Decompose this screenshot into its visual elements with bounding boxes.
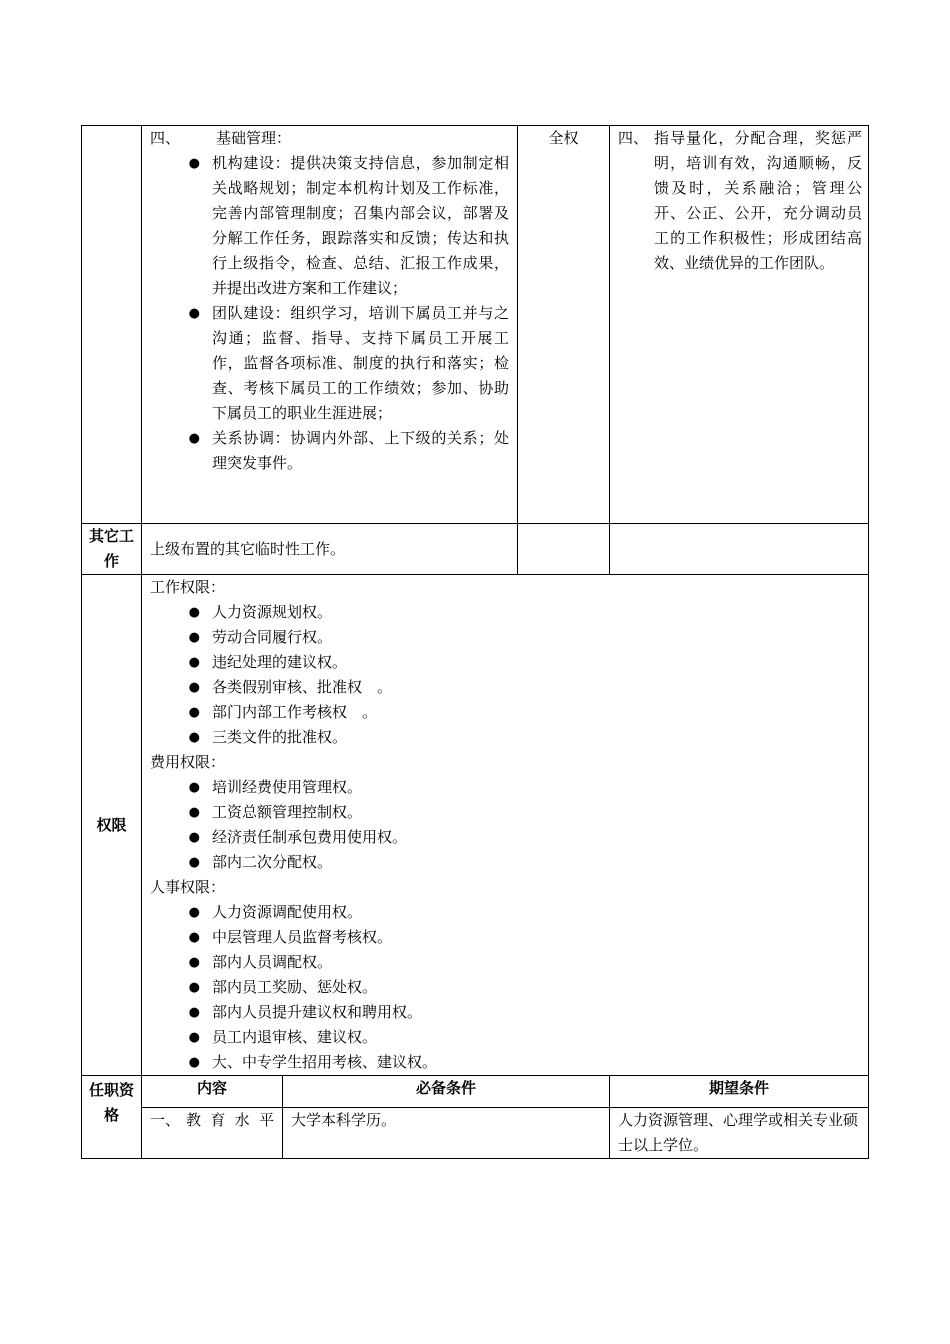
result-standard bbox=[618, 126, 862, 276]
row-label-empty bbox=[82, 126, 142, 524]
bullet-icon: ● bbox=[188, 680, 200, 695]
bullet-icon: ● bbox=[188, 805, 200, 820]
list-item bbox=[150, 1025, 860, 1050]
authority-group-cost bbox=[150, 750, 860, 875]
bullet-icon: ● bbox=[188, 730, 200, 745]
list-item-text: 部内二次分配权。 bbox=[212, 853, 333, 871]
list-item-text: 人力资源调配使用权。 bbox=[212, 903, 363, 921]
column-header-expected: 期望条件 bbox=[610, 1076, 869, 1108]
list-item bbox=[150, 650, 860, 675]
bullet-icon: ● bbox=[188, 955, 200, 970]
bullet-icon: ● bbox=[188, 605, 200, 620]
list-item bbox=[150, 775, 860, 800]
list-item bbox=[150, 301, 509, 426]
bullet-icon: ● bbox=[188, 855, 200, 870]
list-item bbox=[150, 900, 860, 925]
bullet-icon: ● bbox=[188, 1055, 200, 1070]
list-item bbox=[150, 950, 860, 975]
bullet-icon: ● bbox=[188, 431, 200, 446]
other-work-row bbox=[82, 524, 869, 575]
group-title: 人事权限： bbox=[150, 878, 226, 896]
list-item-text: 部内员工奖励、惩处权。 bbox=[212, 978, 378, 996]
group-title: 工作权限： bbox=[150, 578, 226, 596]
list-item-text: 各类假别审核、批准权 。 bbox=[212, 678, 393, 696]
list-item bbox=[150, 625, 860, 650]
result-text: 指导量化，分配合理，奖惩严明，培训有效，沟通顺畅，反馈及时，关系融洽；管理公开、公正、公开，充分调动员工的工作积极性；形成团结高效、业绩优异的工作团队。 bbox=[654, 129, 863, 272]
list-item-text: 违纪处理的建议权。 bbox=[212, 653, 348, 671]
education-expected: 人力资源管理、心理学或相关专业硕士以上学位。 bbox=[610, 1108, 869, 1159]
result-standard-cell bbox=[610, 126, 869, 524]
list-item bbox=[150, 1050, 860, 1075]
row-label-other-work: 其它工作 bbox=[82, 524, 142, 575]
authority-row bbox=[82, 575, 869, 1076]
education-label-text: 教育水平 bbox=[186, 1111, 274, 1129]
bullet-icon: ● bbox=[188, 306, 200, 321]
list-item bbox=[150, 925, 860, 950]
bullet-icon: ● bbox=[188, 980, 200, 995]
bullet-icon: ● bbox=[188, 780, 200, 795]
section-title: 基础管理： bbox=[216, 129, 292, 147]
bullet-icon: ● bbox=[188, 1005, 200, 1020]
list-item-text: 大、中专学生招用考核、建议权。 bbox=[212, 1053, 438, 1071]
list-item bbox=[150, 725, 860, 750]
education-number: 一、 bbox=[150, 1111, 181, 1129]
list-item bbox=[150, 151, 509, 301]
list-item-text: 中层管理人员监督考核权。 bbox=[212, 928, 393, 946]
list-item-text: 人力资源规划权。 bbox=[212, 603, 333, 621]
column-header-required: 必备条件 bbox=[283, 1076, 610, 1108]
list-item-text: 三类文件的批准权。 bbox=[212, 728, 348, 746]
job-description-table bbox=[81, 125, 869, 1159]
education-label bbox=[150, 1108, 274, 1133]
bullet-icon: ● bbox=[188, 655, 200, 670]
bullet-icon: ● bbox=[188, 905, 200, 920]
empty-cell bbox=[610, 524, 869, 575]
education-label-cell bbox=[142, 1108, 283, 1159]
bullet-text: 机构建设：提供决策支持信息，参加制定相关战略规划；制定本机构计划及工作标准，完善内部管理制度；召集内部会议，部署及分解工作任务，跟踪落实和反馈；传达和执行上级指令，检查、总结、汇报工作成果，并提出改进方案和工作建议； bbox=[212, 154, 510, 297]
empty-cell bbox=[518, 524, 610, 575]
list-item-text: 部门内部工作考核权 。 bbox=[212, 703, 378, 721]
qualification-header-row bbox=[82, 1076, 869, 1108]
bullet-icon: ● bbox=[188, 630, 200, 645]
group-title: 费用权限： bbox=[150, 753, 226, 771]
authority-group-work bbox=[150, 575, 860, 750]
column-header-content: 内容 bbox=[142, 1076, 283, 1108]
list-item-text: 工资总额管理控制权。 bbox=[212, 803, 363, 821]
bullet-icon: ● bbox=[188, 705, 200, 720]
section-heading bbox=[150, 126, 509, 151]
list-item-text: 员工内退审核、建议权。 bbox=[212, 1028, 378, 1046]
list-item bbox=[150, 825, 860, 850]
list-item bbox=[150, 1000, 860, 1025]
list-item bbox=[150, 850, 860, 875]
list-item bbox=[150, 975, 860, 1000]
duty-row-basic-management bbox=[82, 126, 869, 524]
bullet-icon: ● bbox=[188, 156, 200, 171]
result-number: 四、 bbox=[618, 129, 649, 147]
list-item-text: 部内人员调配权。 bbox=[212, 953, 333, 971]
list-item bbox=[150, 426, 509, 476]
list-item-text: 部内人员提升建议权和聘用权。 bbox=[212, 1003, 423, 1021]
authority-group-personnel bbox=[150, 875, 860, 1075]
bullet-icon: ● bbox=[188, 830, 200, 845]
education-required: 大学本科学历。 bbox=[283, 1108, 610, 1159]
row-label-authority: 权限 bbox=[82, 575, 142, 1076]
bullet-text: 关系协调：协调内外部、上下级的关系；处理突发事件。 bbox=[212, 429, 510, 472]
list-item bbox=[150, 700, 860, 725]
list-item-text: 劳动合同履行权。 bbox=[212, 628, 333, 646]
authority-cell: 全权 bbox=[518, 126, 610, 524]
list-item bbox=[150, 675, 860, 700]
list-item-text: 培训经费使用管理权。 bbox=[212, 778, 363, 796]
bullet-icon: ● bbox=[188, 1030, 200, 1045]
bullet-icon: ● bbox=[188, 930, 200, 945]
section-number: 四、 bbox=[150, 129, 181, 147]
duty-description-cell bbox=[142, 126, 518, 524]
list-item bbox=[150, 800, 860, 825]
list-item bbox=[150, 600, 860, 625]
bullet-text: 团队建设：组织学习，培训下属员工并与之沟通；监督、指导、支持下属员工开展工作，监督各项标准、制度的执行和落实；检查、考核下属员工的工作绩效；参加、协助下属员工的职业生涯进展； bbox=[212, 304, 510, 422]
list-item-text: 经济责任制承包费用使用权。 bbox=[212, 828, 408, 846]
qualification-education-row bbox=[82, 1108, 869, 1159]
authority-list-cell bbox=[142, 575, 869, 1076]
row-label-qualification: 任职资格 bbox=[82, 1076, 142, 1159]
other-work-text: 上级布置的其它临时性工作。 bbox=[142, 524, 518, 575]
